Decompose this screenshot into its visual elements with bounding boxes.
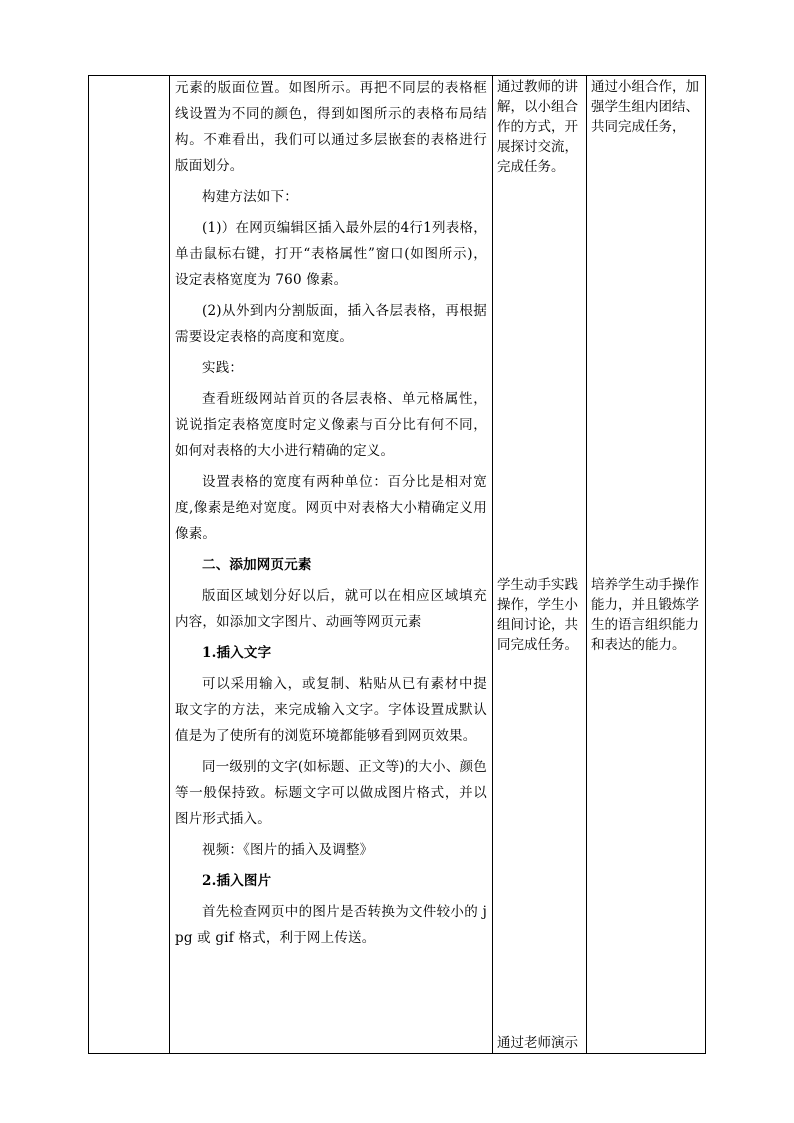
design-intent-text: 通过小组合作，加强学生组内团结、共同完成任务， [591,79,699,135]
student-activity-text: 通过教师的讲解，以小组合作的方式，开展探讨交流，完成任务。 [497,79,578,175]
content-paragraph: 版面区域划分好以后，就可以在相应区域填充内容，如添加文字图片、动画等网页元素 [175,588,487,630]
design-intent-cell [587,75,706,1054]
student-activity-text: 通过老师演示 [497,1035,578,1051]
subsection-heading: 1.插入文字 [202,645,272,661]
content-paragraph: (2)从外到内分割版面，插入各层表格，再根据需要设定表格的高度和宽度。 [175,303,487,345]
content-paragraph: 构建方法如下： [202,189,298,205]
content-paragraph: 查看班级网站首页的各层表格、单元格属性，说说指定表格宽度时定义像素与百分比有何不同，如何对表格的大小进行精确的定义。 [175,391,487,459]
content-paragraph: 设置表格的宽度有两种单位：百分比是相对宽度,像素是绝对宽度。网页中对表格大小精确定义用像素。 [175,474,487,542]
content-paragraph: 同一级别的文字(如标题、正文等)的大小、颜色等一般保持致。标题文字可以做成图片格式，并以图片形式插入。 [175,759,487,827]
student-activity-cell [493,75,587,1054]
design-intent-text: 培养学生动手操作能力，并且锻炼学生的语言组织能力和表达的能力。 [591,577,699,653]
section-heading: 二、添加网页元素 [202,557,312,573]
content-paragraph: 视频：《图片的插入及调整》 [202,842,374,858]
table-left-border [88,75,89,1054]
lesson-plan-table [88,75,706,1054]
content-paragraph: 元素的版面位置。如图所示。再把不同层的表格框线设置为不同的颜色，得到如图所示的表格布局结构。不难看出，我们可以通过多层嵌套的表格进行版面划分。 [175,80,487,174]
teaching-content-cell [170,75,493,1054]
student-activity-text: 学生动手实践操作，学生小组间讨论，共同完成任务。 [497,577,578,653]
content-paragraph: (1)）在网页编辑区插入最外层的4行1列表格，单击鼠标右键，打开“表格属性”窗口(如图所示)，设定表格宽度为 760 像素。 [175,220,487,288]
subsection-heading: 2.插入图片 [202,873,272,889]
content-paragraph: 实践： [202,360,244,376]
content-paragraph: 可以采用输入，或复制、粘贴从已有素材中提取文字的方法，来完成输入文字。字体设置成默认值是为了使所有的浏览环境都能够看到网页效果。 [175,676,487,744]
content-paragraph: 首先检查网页中的图片是否转换为文件较小的 jpg 或 gif 格式，利于网上传送。 [175,904,487,946]
